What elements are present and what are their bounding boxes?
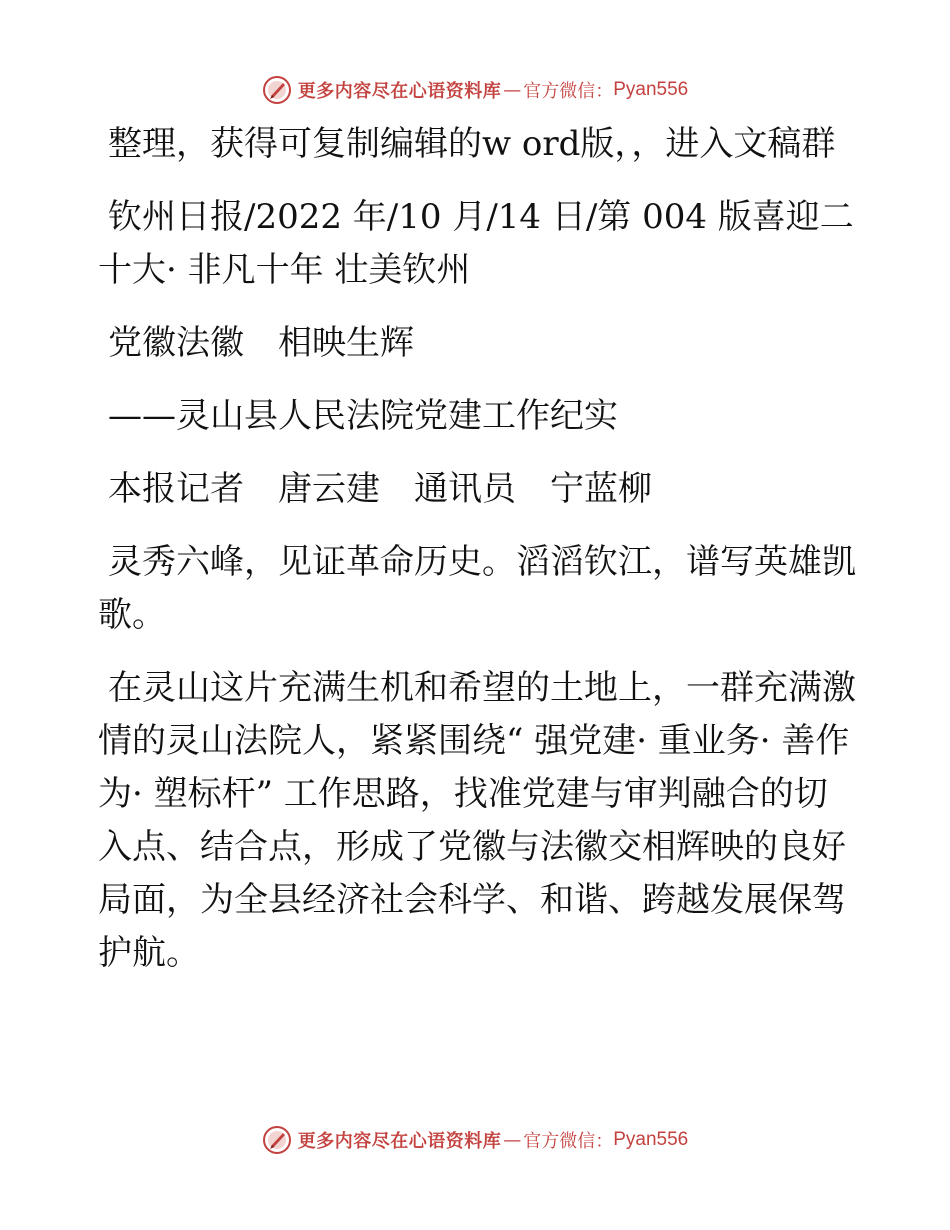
quill-seal-icon — [262, 75, 292, 105]
banner-wechat-label: 官方微信： — [523, 1131, 614, 1152]
document-body — [98, 118, 858, 1000]
banner-text: 更多内容尽在心语资料库 — [297, 1131, 502, 1152]
quill-seal-icon — [262, 1125, 292, 1155]
banner-wechat-id: Pyan556 — [613, 1129, 689, 1150]
banner-text: 更多内容尽在心语资料库 — [297, 81, 502, 102]
banner-separator: — — [503, 79, 522, 101]
footer-watermark-banner — [0, 1118, 950, 1162]
banner-wechat-label: 官方微信： — [523, 81, 614, 102]
paragraph-intro: 整理，获得可复制编辑的w ord版，，进入文稿群 — [108, 124, 836, 164]
article-byline: 本报记者 唐云建 通讯员 宁蓝柳 — [108, 469, 652, 509]
article-title: 党徽法徽 相映生辉 — [108, 323, 414, 363]
header-watermark-banner — [0, 68, 950, 112]
paragraph-body-1: 灵秀六峰，见证革命历史。滔滔钦江，谱写英雄凯歌。 — [98, 542, 856, 635]
paragraph-body-2: 在灵山这片充满生机和希望的土地上，一群充满激情的灵山法院人，紧紧围绕“ 强党建· 重业务· 善作为· 塑标杆” 工作思路，找准党建与审判融合的切入点、结合点，形成了党徽与法徽交相辉映的良好局面，为全县经济社会科学、和谐、跨越发展保驾护航。 — [98, 668, 856, 973]
paragraph-source: 钦州日报/2022 年/10 月/14 日/第 004 版喜迎二十大· 非凡十年 壮美钦州 — [98, 197, 854, 290]
article-subtitle: ——灵山县人民法院党建工作纪实 — [108, 396, 618, 436]
banner-wechat-id: Pyan556 — [613, 79, 689, 100]
banner-separator: — — [503, 1129, 522, 1151]
